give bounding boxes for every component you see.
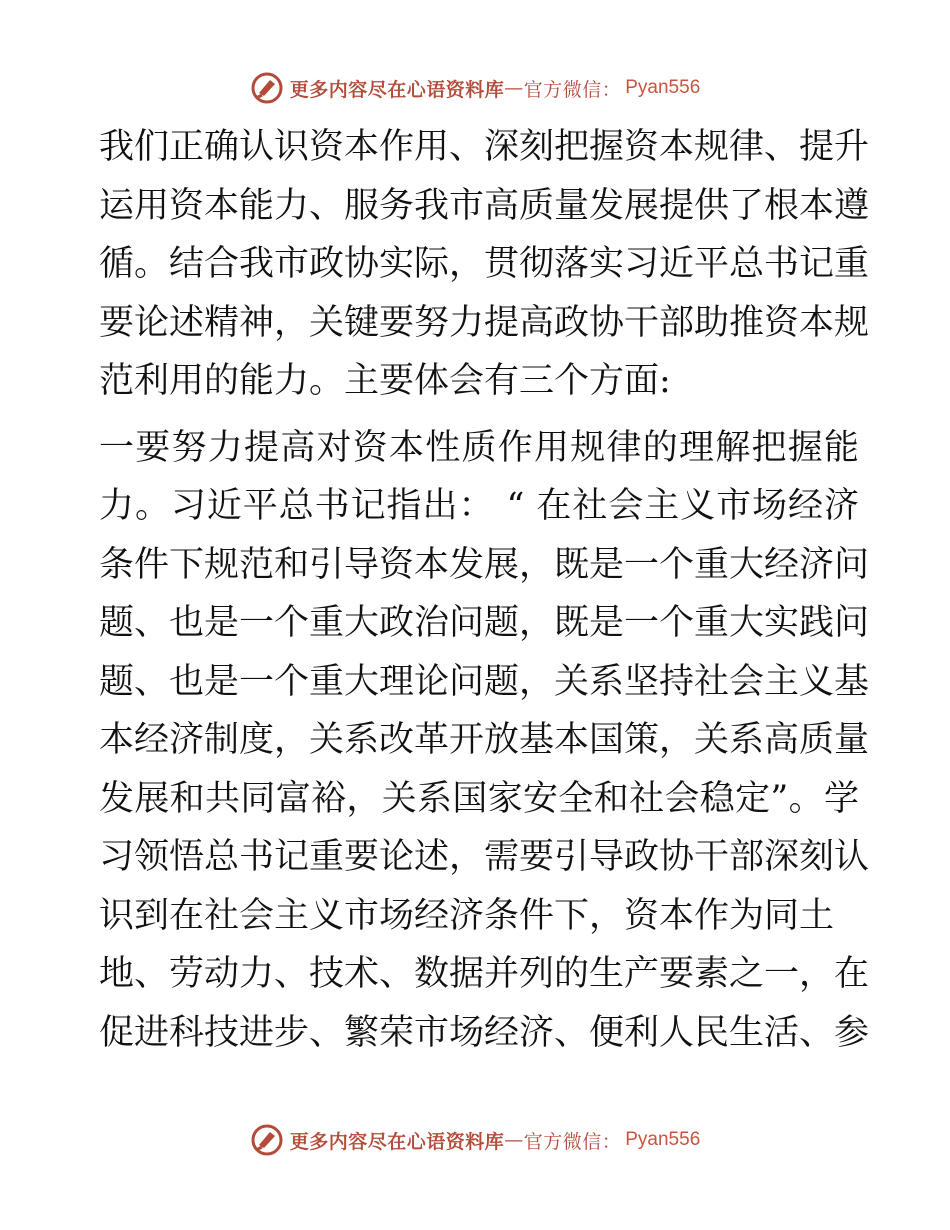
banner-wechat-id: Pyan556 [625, 1129, 701, 1150]
banner-wechat-id: Pyan556 [625, 77, 701, 98]
text-line: 运用资本能力、服务我市高质量发展提供了根本遵 [99, 185, 870, 226]
text-line: 我们正确认识资本作用、深刻把握资本规律、提升 [99, 127, 870, 167]
document-body [99, 118, 870, 1062]
text-line: 题、也是一个重大理论问题，关系坚持社会主义基 [99, 661, 870, 702]
logo-icon [250, 71, 284, 105]
text-line: 要论述精神，关键要努力提高政协干部助推资本规 [99, 302, 870, 343]
paragraph-1 [99, 118, 870, 411]
banner-dash: — [504, 1129, 524, 1151]
text-line: 题、也是一个重大政治问题，既是一个重大实践问 [99, 603, 870, 643]
logo-icon [250, 1123, 284, 1157]
text-line: 一要努力提高对资本性质作用规律的理解把握能 [99, 427, 859, 468]
text-line: 习领悟总书记重要论述，需要引导政协干部深刻认 [99, 837, 870, 877]
text-line: 发展和共同富裕，关系国家安全和社会稳定”。学 [99, 778, 859, 819]
header-banner [0, 68, 950, 108]
banner-main-text: 更多内容尽在心语资料库 [289, 78, 505, 101]
text-line: 力。习近平总书记指出： “ 在社会主义市场经济 [99, 486, 859, 526]
banner-dash: — [504, 77, 524, 99]
footer-banner [0, 1120, 950, 1160]
banner-sub-text: 官方微信： [523, 1130, 622, 1153]
banner-main-text: 更多内容尽在心语资料库 [289, 1130, 505, 1153]
text-line: 本经济制度，关系改革开放基本国策，关系高质量 [99, 720, 870, 760]
text-line: 循。结合我市政协实际，贯彻落实习近平总书记重 [99, 244, 870, 284]
text-line: 条件下规范和引导资本发展，既是一个重大经济问 [99, 544, 870, 585]
paragraph-2 [99, 419, 870, 1063]
text-line: 地、劳动力、技术、数据并列的生产要素之一，在 [99, 954, 870, 994]
text-line: 促进科技进步、繁荣市场经济、便利人民生活、参 [99, 1012, 870, 1053]
banner-sub-text: 官方微信： [523, 78, 622, 101]
text-line: 范利用的能力。主要体会有三个方面: [99, 361, 671, 401]
text-line: 识到在社会主义市场经济条件下，资本作为同土 [99, 895, 835, 936]
paragraph-gap [99, 411, 859, 419]
